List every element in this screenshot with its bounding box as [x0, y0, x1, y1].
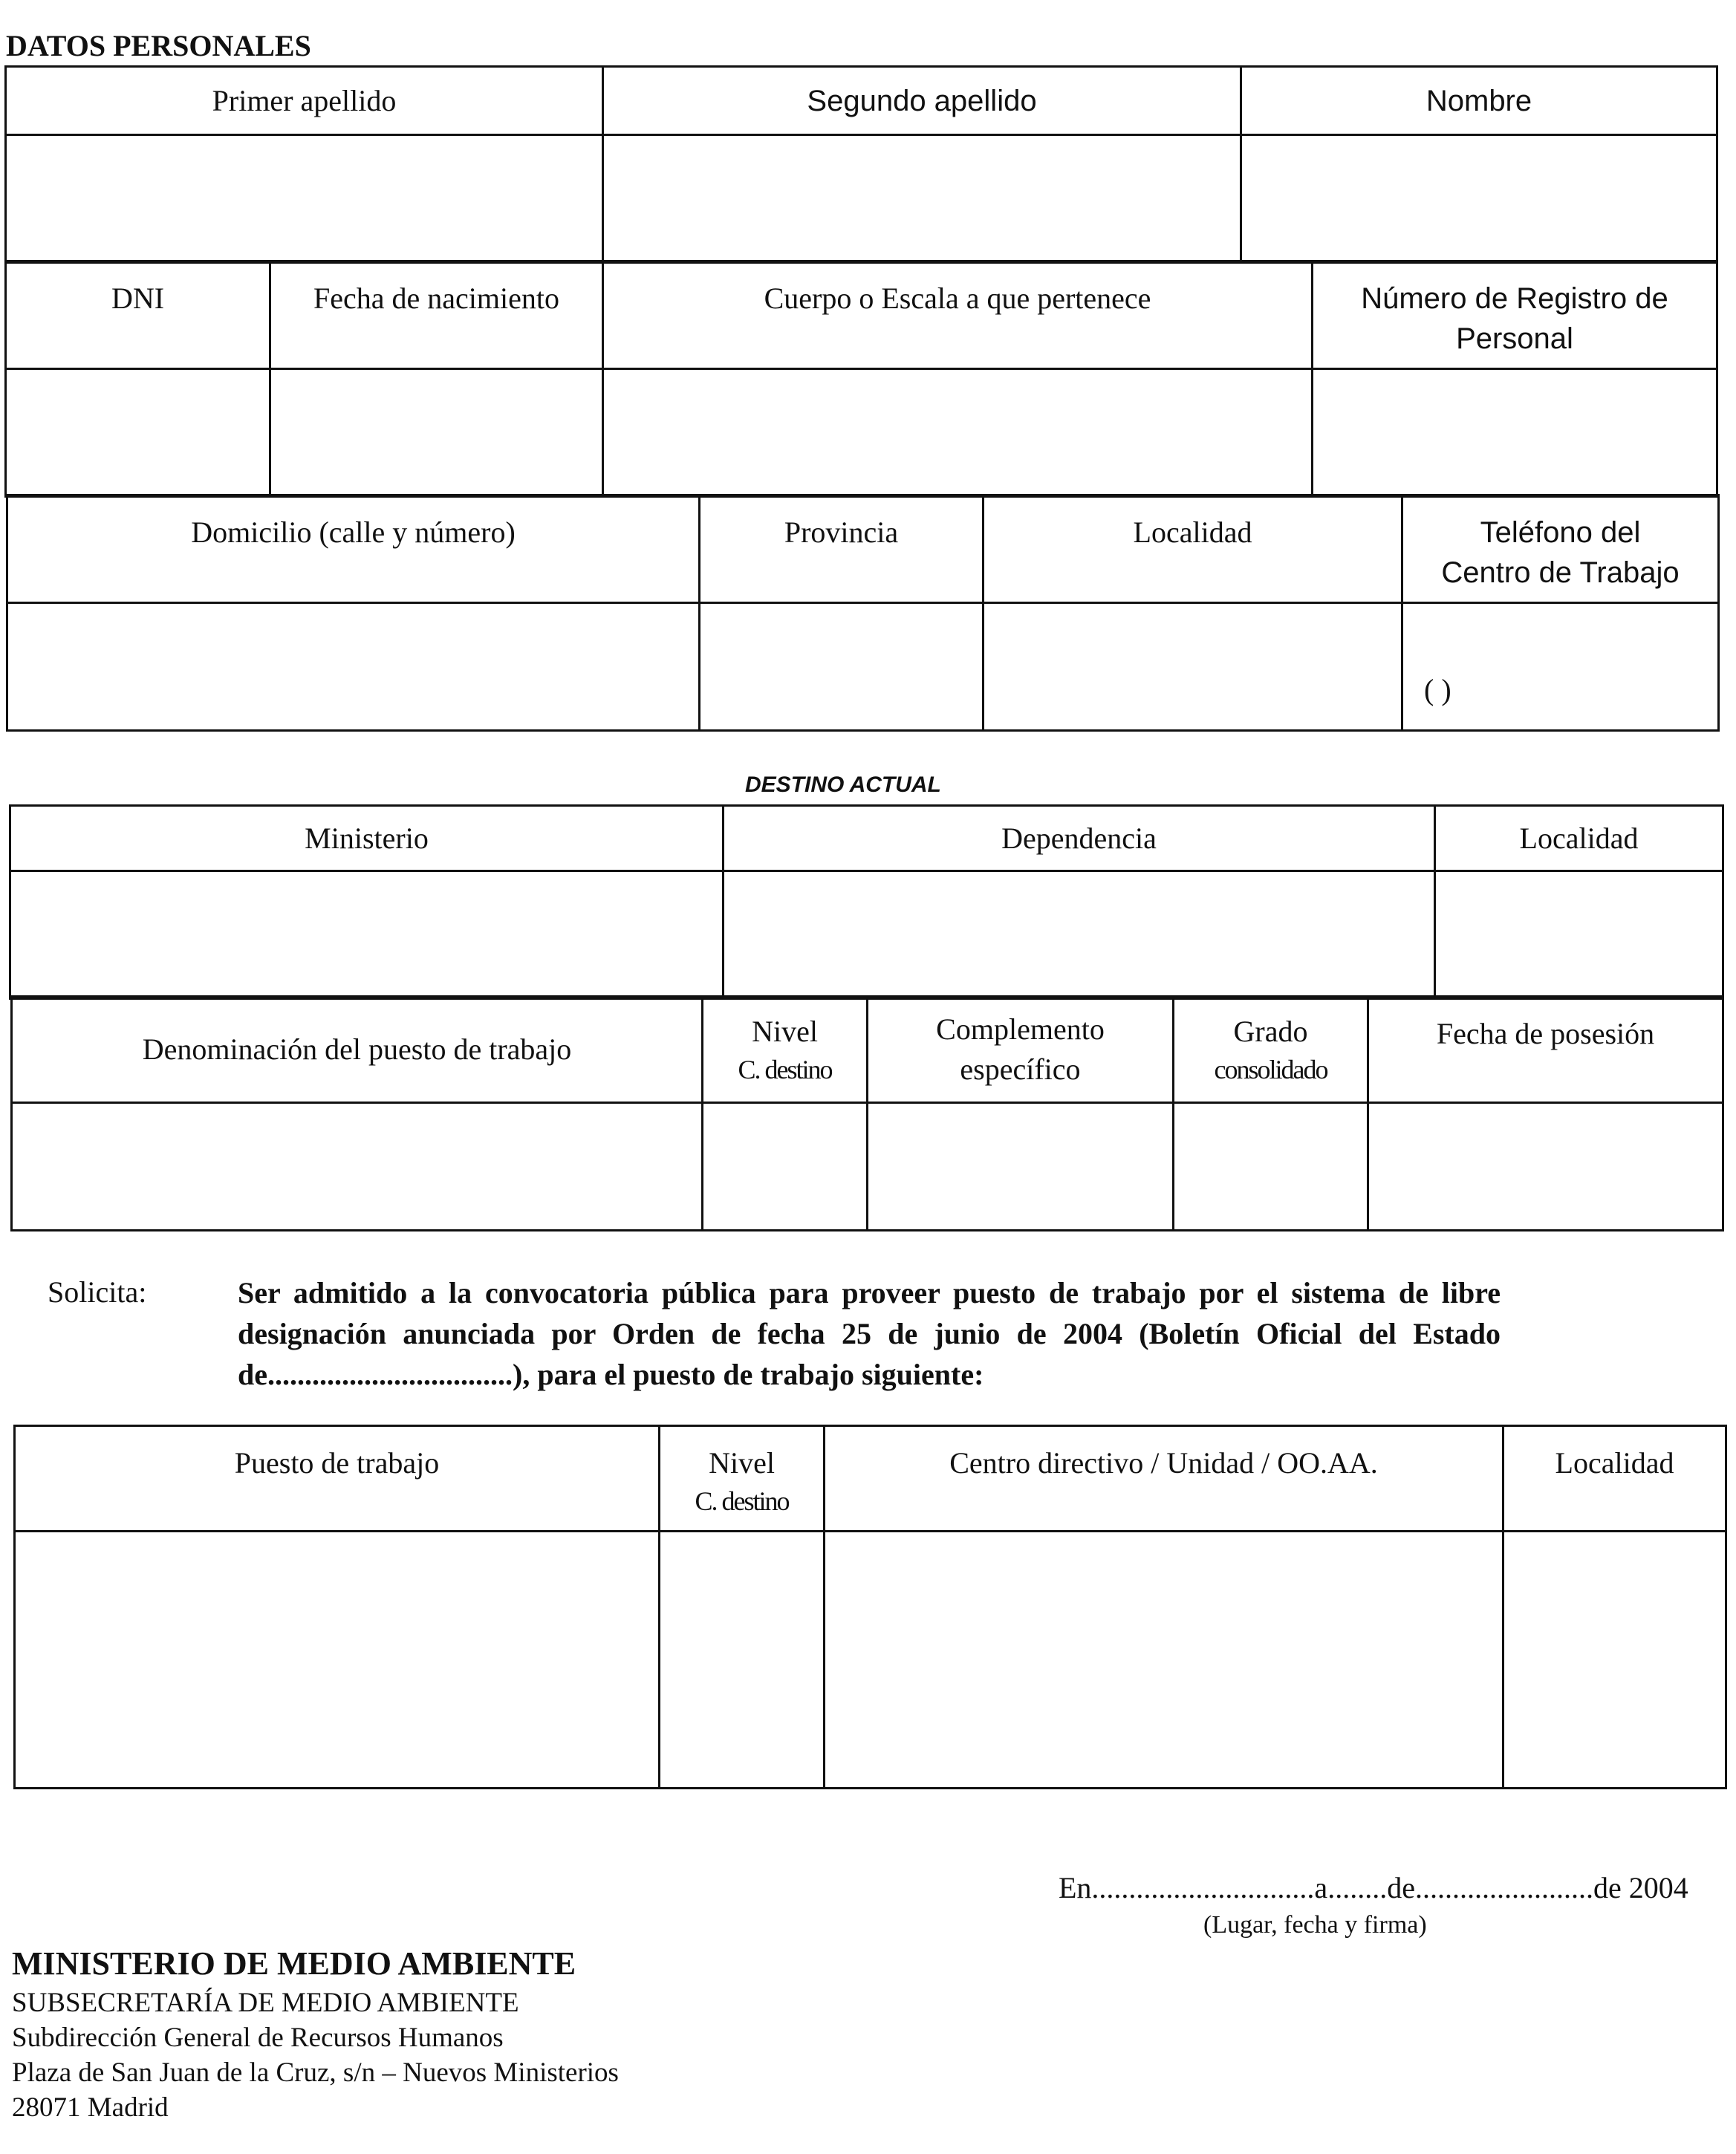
denominacion-label: Denominación del puesto de trabajo [12, 997, 703, 1103]
numero-registro-field[interactable] [1313, 369, 1717, 497]
telefono-line2: Centro de Trabajo [1441, 556, 1680, 589]
ministry-line-postal: 28071 Madrid [12, 2092, 169, 2123]
numero-registro-line1: Número de Registro de [1361, 282, 1668, 315]
destino-table-row2 [10, 995, 1724, 1231]
signature-caption: (Lugar, fecha y firma) [1203, 1911, 1427, 1939]
nombre-label: Nombre [1241, 67, 1717, 135]
domicilio-label: Domicilio (calle y número) [7, 495, 700, 603]
puesto-nivel-field[interactable] [660, 1532, 825, 1789]
personal-section-title: DATOS PERSONALES [6, 29, 311, 62]
ministry-name: MINISTERIO DE MEDIO AMBIENTE [12, 1945, 576, 1982]
solicita-label: Solicita: [48, 1275, 147, 1309]
puesto-nivel-line1: Nivel [709, 1446, 775, 1480]
provincia-field[interactable] [700, 603, 984, 731]
localidad-field[interactable] [984, 603, 1402, 731]
grado-label [1174, 997, 1368, 1103]
nivel-label [703, 997, 868, 1103]
complemento-field[interactable] [868, 1103, 1174, 1231]
ministry-line-subdireccion: Subdirección General de Recursos Humanos [12, 2023, 504, 2053]
puesto-table [13, 1425, 1727, 1789]
signature-line: En..............................a........de........................de 2004 [1059, 1871, 1688, 1904]
nombre-field[interactable] [1241, 135, 1717, 263]
ministerio-label: Ministerio [10, 806, 724, 871]
grado-line1: Grado [1233, 1014, 1308, 1048]
puesto-localidad-label: Localidad [1503, 1426, 1726, 1532]
dni-field[interactable] [6, 369, 270, 497]
destino-localidad-label: Localidad [1435, 806, 1723, 871]
fecha-nacimiento-field[interactable] [270, 369, 603, 497]
telefono-field[interactable] [1402, 603, 1719, 731]
fecha-posesion-field[interactable] [1368, 1103, 1723, 1231]
personal-table-row3 [6, 494, 1720, 732]
personal-table-row1 [4, 65, 1718, 264]
centro-directivo-field[interactable] [825, 1532, 1503, 1789]
domicilio-field[interactable] [7, 603, 700, 731]
fecha-posesion-label: Fecha de posesión [1368, 997, 1723, 1103]
telefono-label [1402, 495, 1719, 603]
cuerpo-escala-field[interactable] [603, 369, 1313, 497]
grado-line2: consolidado [1214, 1054, 1327, 1084]
puesto-nivel-label [660, 1426, 825, 1532]
provincia-label: Provincia [700, 495, 984, 603]
numero-registro-line2: Personal [1456, 322, 1573, 355]
complemento-line2: específico [960, 1052, 1081, 1086]
ministerio-field[interactable] [10, 871, 724, 999]
segundo-apellido-label: Segundo apellido [603, 67, 1241, 135]
destino-table-row1 [9, 804, 1724, 1000]
telefono-line1: Teléfono del [1480, 516, 1641, 549]
dependencia-label: Dependencia [724, 806, 1435, 871]
complemento-label [868, 997, 1174, 1103]
puesto-trabajo-field[interactable] [15, 1532, 660, 1789]
localidad-label: Localidad [984, 495, 1402, 603]
telefono-area-code: ( ) [1424, 673, 1451, 706]
complemento-line1: Complemento [936, 1012, 1105, 1046]
ministry-line-subsecretaria: SUBSECRETARÍA DE MEDIO AMBIENTE [12, 1988, 519, 2018]
grado-field[interactable] [1174, 1103, 1368, 1231]
ministry-address [12, 1985, 619, 2125]
numero-registro-label [1313, 261, 1717, 369]
cuerpo-escala-label: Cuerpo o Escala a que pertenece [603, 261, 1313, 369]
denominacion-field[interactable] [12, 1103, 703, 1231]
solicita-text: Ser admitido a la convocatoria pública para proveer puesto de trabajo por el sistema de libre designación anunciada por Orden de fecha 25 de junio de 2004 (Boletín Oficial del Estado de.................................), para el puesto de trabajo siguiente: [238, 1276, 1501, 1391]
primer-apellido-field[interactable] [6, 135, 603, 263]
fecha-nacimiento-label: Fecha de nacimiento [270, 261, 603, 369]
destino-localidad-field[interactable] [1435, 871, 1723, 999]
nivel-field[interactable] [703, 1103, 868, 1231]
segundo-apellido-field[interactable] [603, 135, 1241, 263]
destino-section-title: DESTINO ACTUAL [745, 772, 941, 797]
nivel-line2: C. destino [738, 1054, 832, 1084]
puesto-nivel-line2: C. destino [695, 1486, 789, 1516]
ministry-line-address: Plaza de San Juan de la Cruz, s/n – Nuevos Ministerios [12, 2057, 619, 2088]
dni-label: DNI [6, 261, 270, 369]
nivel-line1: Nivel [752, 1014, 818, 1048]
puesto-trabajo-label: Puesto de trabajo [15, 1426, 660, 1532]
centro-directivo-label: Centro directivo / Unidad / OO.AA. [825, 1426, 1503, 1532]
dependencia-field[interactable] [724, 871, 1435, 999]
primer-apellido-label: Primer apellido [6, 67, 603, 135]
personal-table-row2 [4, 260, 1718, 498]
puesto-localidad-field[interactable] [1503, 1532, 1726, 1789]
